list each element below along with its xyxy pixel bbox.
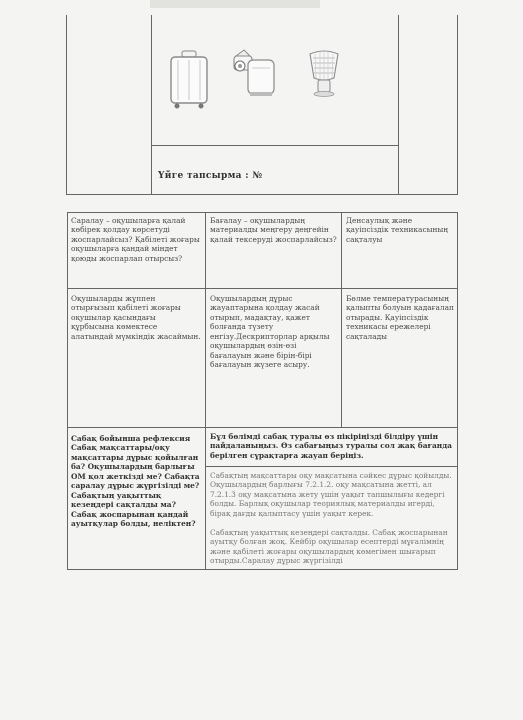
meat-grinder-icon	[228, 48, 280, 98]
column-divider-2	[341, 212, 342, 427]
header-differentiation: Саралау – оқушыларға қалай көбірек қолдау көрсетуді жоспарлайсыз? Қабілеті жоғары оқушыларға қандай міндет қоюды жоспарлап отырсыз?	[71, 216, 200, 263]
cell-health-safety: Бөлме температурасының қалыпты болуын қадағалап отырады. Қауіпсіздік техникасы ережелері сақталады	[346, 294, 454, 341]
suitcase-icon	[168, 50, 212, 110]
header-assessment: Бағалау – оқушылардың материалды меңгеру деңгейін қалай тексеруді жоспарлайсыз?	[210, 216, 337, 244]
table-border-bottom	[66, 194, 458, 195]
table-border-left	[67, 212, 68, 570]
cell-assessment: Оқушылардың дұрыс жауаптарына қолдау жасай отырып, мадақтау, қажет болғанда түзету енгізу.Дескрипторлар арқылы оқушылардың өзін-өзі бағалауын және бірін-бірі бағалауын жүзеге асыру.	[210, 294, 330, 370]
reflection-intro-divider	[205, 466, 458, 467]
lesson-table-top	[66, 15, 458, 195]
reflection-intro: Бұл бөлімді сабақ туралы өз пікіріңізді білдіру үшін пайдаланыңыз. Өз сабағыңыз туралы сол жақ бағанда берілген сұрақтарға жауап беріңіз.	[210, 432, 452, 460]
row-divider-1	[67, 288, 458, 289]
scan-shadow	[150, 0, 320, 8]
table-border-right	[457, 212, 458, 570]
table-border-bottom	[67, 569, 458, 570]
table-border-right	[457, 15, 458, 195]
lesson-table-bottom	[67, 212, 458, 570]
reflection-answer-1: Сабақтың мақсаттары оқу мақсатына сәйкес дұрыс қойылды. Оқушылардың барлығы 7.2.1.2. оқу мақсатына жетті, ал 7.2.1.3 оқу мақсатына жету үшін уақыт тапшылығы кедергі болды. Барлық оқушылар теориялық материалды игерді, бірақ дағды қалыптасу үшін уақыт керек.	[210, 471, 452, 518]
table-border-top	[67, 212, 458, 213]
homework-label: Үйге тапсырма : №	[158, 171, 263, 181]
reflection-answer-2: Сабақтың уақыттық кезеңдері сақталды. Сабақ жоспарынан ауытқу болған жоқ. Кейбір оқушылар есептерді мұғалімнің және қабілеті жоғары оқушылардың көмегімен шығарып отырды.Саралау дұрыс жүргізілді	[210, 528, 448, 566]
column-divider-1	[151, 15, 152, 195]
cell-differentiation: Оқушыларды жұппен отырғызып қабілеті жоғары оқушылар қасындағы құрбысына көмектесе алатындай мүмкіндік жасаймын.	[71, 294, 201, 341]
homework-row-divider	[151, 145, 398, 146]
column-divider-2	[398, 15, 399, 195]
lamp-icon	[304, 48, 344, 98]
header-health-safety: Денсаулық және қауіпсіздік техникасының сақталуы	[346, 216, 449, 244]
column-divider-1	[205, 212, 206, 570]
table-border-left	[66, 15, 67, 195]
reflection-questions: Сабақ бойынша рефлексия Сабақ мақсаттары/оқу мақсаттары дұрыс қойылған ба? Оқушылардың барлығы ОМ қол жеткізді ме? Сабақта саралау дұрыс жүргізілді ме? Сабақтың уақыттық кезеңдері сақталды ма? Сабақ жоспарынан қандай ауытқулар болды, неліктен?	[71, 434, 200, 529]
row-divider-2	[67, 427, 458, 428]
